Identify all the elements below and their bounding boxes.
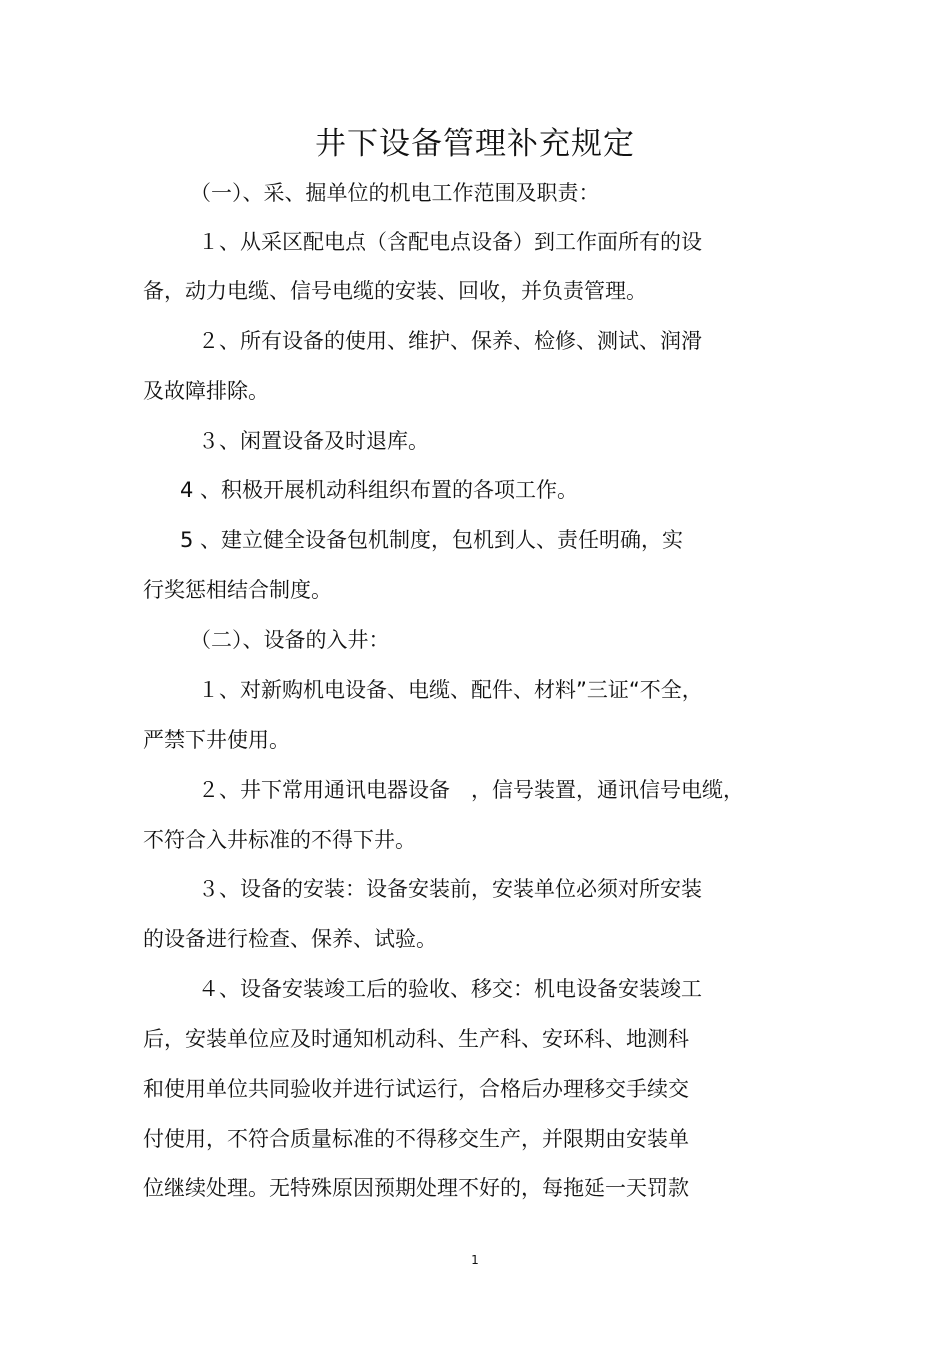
paragraph-line: ３、设备的安装：设备安装前，安装单位必须对所安装 — [198, 877, 702, 901]
section-heading-2: （二）、设备的入井： — [190, 628, 390, 652]
paragraph-line: 行奖惩相结合制度。 — [143, 578, 332, 602]
paragraph-line: 备，动力电缆、信号电缆的安装、回收，并负责管理。 — [143, 279, 647, 303]
paragraph-line: 位继续处理。无特殊原因预期处理不好的，每拖延一天罚款 — [143, 1176, 689, 1200]
section-heading-1: （一）、采、掘单位的机电工作范围及职责： — [190, 181, 600, 205]
paragraph-line: 的设备进行检查、保养、试验。 — [143, 927, 437, 951]
paragraph-line: ２、井下常用通讯电器设备 ，信号装置，通讯信号电缆， — [198, 778, 744, 802]
paragraph-line: ４、设备安装竣工后的验收、移交：机电设备安装竣工 — [198, 977, 702, 1001]
paragraph-line: 不符合入井标准的不得下井。 — [143, 828, 416, 852]
paragraph-line: 及故障排除。 — [143, 379, 269, 403]
paragraph-line: １、从采区配电点（含配电点设备）到工作面所有的设 — [198, 230, 702, 254]
paragraph-line: ２、所有设备的使用、维护、保养、检修、测试、润滑 — [198, 329, 702, 353]
page-number: 1 — [471, 1253, 479, 1267]
paragraph-line: 严禁下井使用。 — [143, 728, 290, 752]
paragraph-line: 和使用单位共同验收并进行试运行，合格后办理移交手续交 — [143, 1077, 689, 1101]
document-title: 井下设备管理补充规定 — [315, 126, 635, 162]
paragraph-line: 4 、积极开展机动科组织布置的各项工作。 — [180, 478, 579, 502]
paragraph-line: １、对新购机电设备、电缆、配件、材料”三证“不全， — [198, 678, 703, 702]
paragraph-line: 付使用，不符合质量标准的不得移交生产，并限期由安装单 — [143, 1127, 689, 1151]
paragraph-line: ３、闲置设备及时退库。 — [198, 429, 429, 453]
paragraph-line: 后，安装单位应及时通知机动科、生产科、安环科、地测科 — [143, 1027, 689, 1051]
paragraph-line: 5 、建立健全设备包机制度，包机到人、责任明确，实 — [180, 528, 684, 552]
